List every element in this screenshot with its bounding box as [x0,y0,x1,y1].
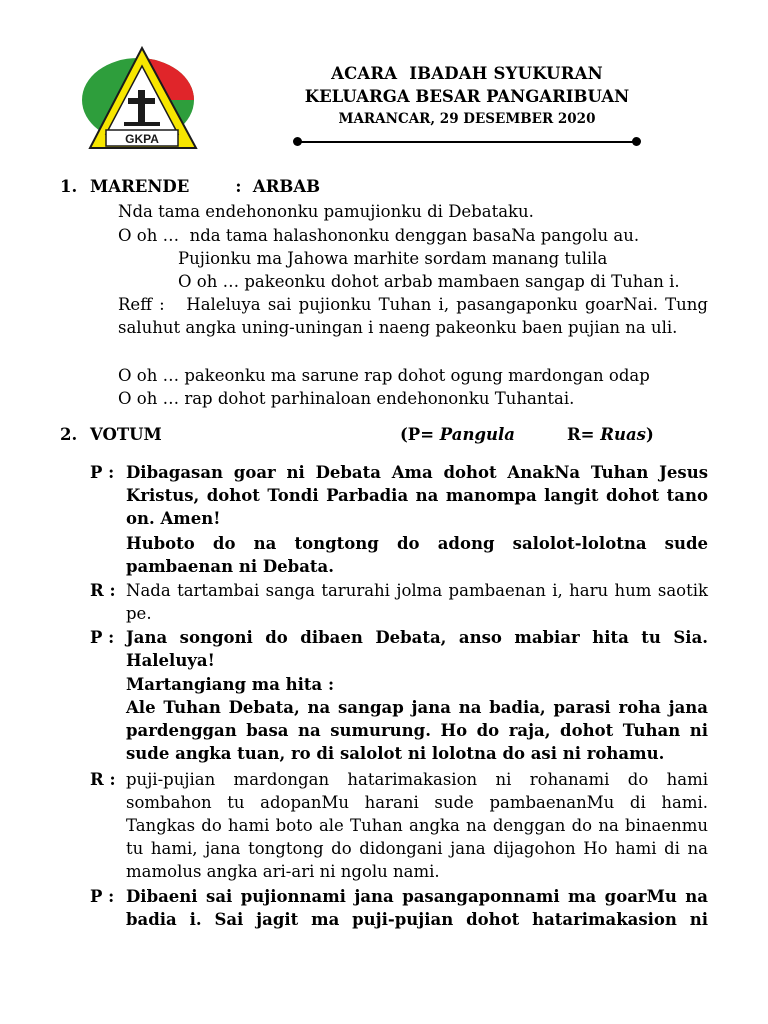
section-2-heading: 2. VOTUM (P= Pangula R= Ruas) [60,425,654,444]
divider-dot-right [632,137,641,146]
liturgy-text-p: Dibaeni sai pujionnami jana pasangaponnami ma goarMu na badia i. Sai jagit ma puji-pujian dohot hatarimakasion ni [126,887,708,929]
liturgy-text-p: Huboto do na tongtong do adong salolot-lolotna sude pambaenan ni Debata. [126,534,708,576]
title-line-2: KELUARGA BESAR PANGARIBUAN [304,87,630,106]
lyric-line: O oh … nda tama halashononku denggan basaNa pangolu au. [118,226,640,245]
speaker-label-r: R : [90,581,116,600]
prayer-text: Ale Tuhan Debata, na sangap jana na badia, parasi roha jana pardenggan basa na sumurung. Ho do raja, dohot Tuhan ni sude angka tuan, ro di salolot ni lolotna do asi ni rohamu. [126,698,708,763]
lyric-line: O oh … rap dohot parhinaloan endehononku Tuhantai. [118,389,575,408]
subtitle: MARANCAR, 29 DESEMBER 2020 [338,111,596,127]
lyric-line: Nda tama endehononku pamujionku di Debataku. [118,202,534,221]
lyric-line: Pujionku ma Jahowa marhite sordam manang tulila [178,249,608,268]
lyric-line: O oh … pakeonku dohot arbab mambaen sangap di Tuhan i. [178,272,680,291]
section-1-subtitle: : ARBAB [235,177,321,196]
document-header [292,62,642,129]
liturgy-text-p: Dibagasan goar ni Debata Ama dohot AnakNa Tuhan Jesus Kristus, dohot Tondi Parbadia na manompa langit dohot tano on. Amen! [126,463,708,528]
reff-paragraph: Reff : Haleluya sai pujionku Tuhan i, pasangaponku goarNai. Tung saluhut angka uning-uningan i naeng pakeonku baen pujian na uli. [118,295,714,337]
section-2-title: VOTUM [90,425,162,444]
prayer-intro: Martangiang ma hita : [126,675,335,694]
section-1-title: MARENDE [90,177,190,196]
liturgy-text-r: Nada tartambai sanga tarurahi jolma pambaenan i, haru hum saotik pe. [126,581,708,623]
section-1-heading: 1. MARENDE : ARBAB [60,177,321,196]
lyric-line: O oh … pakeonku ma sarune rap dohot ogung mardongan odap [118,366,650,385]
speaker-label-p: P : [90,463,115,482]
gkpa-logo [78,44,210,154]
role-legend: (P= Pangula R= Ruas) [400,425,654,444]
cross-icon [138,90,145,122]
logo-text: GKPA [125,132,159,146]
speaker-label-r: R : [90,770,116,789]
liturgy-text-p: Jana songoni do dibaen Debata, anso mabiar hita tu Sia. Haleluya! [126,628,708,670]
speaker-label-p: P : [90,887,115,906]
header-divider [297,141,637,143]
title-line-1: ACARA IBADAH SYUKURAN [331,64,603,83]
liturgy-text-r: puji-pujian mardongan hatarimakasion ni rohanami do hami sombahon tu adopanMu harani sude pambaenanMu di hami. Tangkas do hami boto ale Tuhan angka na denggan do na binaenmu tu hami, jana tongtong do didongani jana dijagohon Ho hami di na mamolus angka ari-ari ni ngolu nami. [126,770,708,881]
speaker-label-p: P : [90,628,115,647]
